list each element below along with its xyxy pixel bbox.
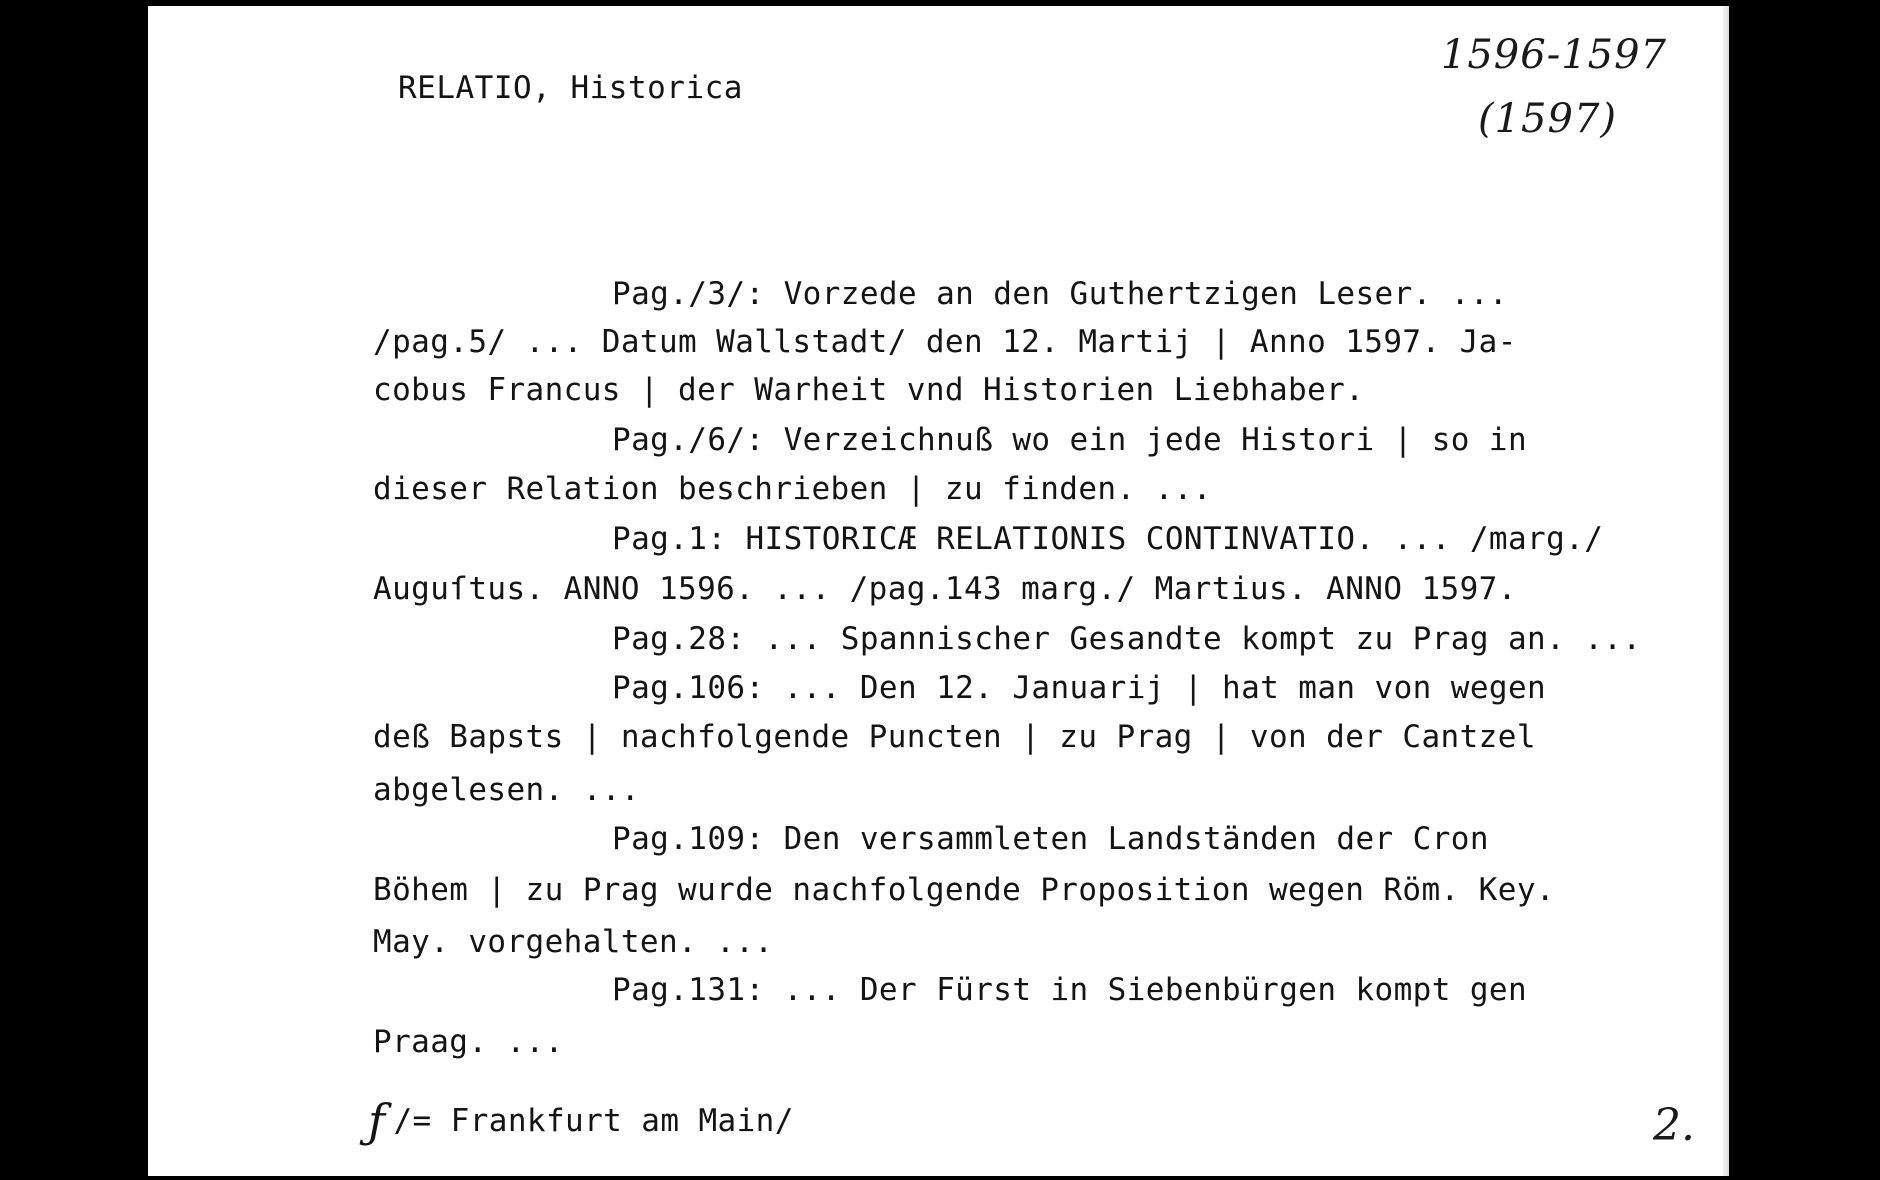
text-line: dieser Relation beschrieben | zu finden. ... [373, 471, 1212, 507]
text-line: /pag.5/ ... Datum Wallstadt/ den 12. Martij | Anno 1597. Ja- [373, 324, 1517, 360]
handwritten-year: (1597) [1477, 96, 1617, 142]
text-line: Pag./3/: Vorzede an den Guthertzigen Leser. ... [612, 276, 1508, 312]
handwritten-page-number: 2. [1653, 1100, 1695, 1151]
text-line: May. vorgehalten. ... [373, 924, 774, 960]
footnote-text: /= Frankfurt am Main/ [393, 1103, 794, 1139]
text-line: Pag.1: HISTORICÆ RELATIONIS CONTINVATIO. ... /marg./ [612, 521, 1604, 557]
text-line: Pag.106: ... Den 12. Januarij | hat man von wegen [612, 670, 1547, 706]
text-line: Praag. ... [373, 1024, 564, 1060]
card-edge [1723, 6, 1729, 1176]
text-line: Pag.131: ... Der Fürst in Siebenbürgen kompt gen [612, 972, 1528, 1008]
text-line: Auguſtus. ANNO 1596. ... /pag.143 marg./ Martius. ANNO 1597. [373, 571, 1517, 607]
card-heading: RELATIO, Historica [398, 70, 743, 106]
text-line: Pag./6/: Verzeichnuß wo ein jede Histori | so in [612, 422, 1528, 458]
text-line: Pag.28: ... Spannischer Gesandte kompt zu Prag an. ... [612, 621, 1642, 657]
text-line: abgelesen. ... [373, 772, 640, 808]
text-line: cobus Francus | der Warheit vnd Historien Liebhaber. [373, 372, 1365, 408]
text-line: Böhem | zu Prag wurde nachfolgende Proposition wegen Röm. Key. [373, 872, 1555, 908]
footnote-mark: ƒ [368, 1094, 386, 1148]
text-line: Pag.109: Den versammleten Landständen der Cron [612, 821, 1489, 857]
footnote [368, 1094, 794, 1148]
text-line: deß Bapsts | nachfolgende Puncten | zu Prag | von der Cantzel [373, 719, 1536, 755]
handwritten-date-range: 1596-1597 [1440, 32, 1667, 78]
catalog-card [148, 6, 1729, 1176]
